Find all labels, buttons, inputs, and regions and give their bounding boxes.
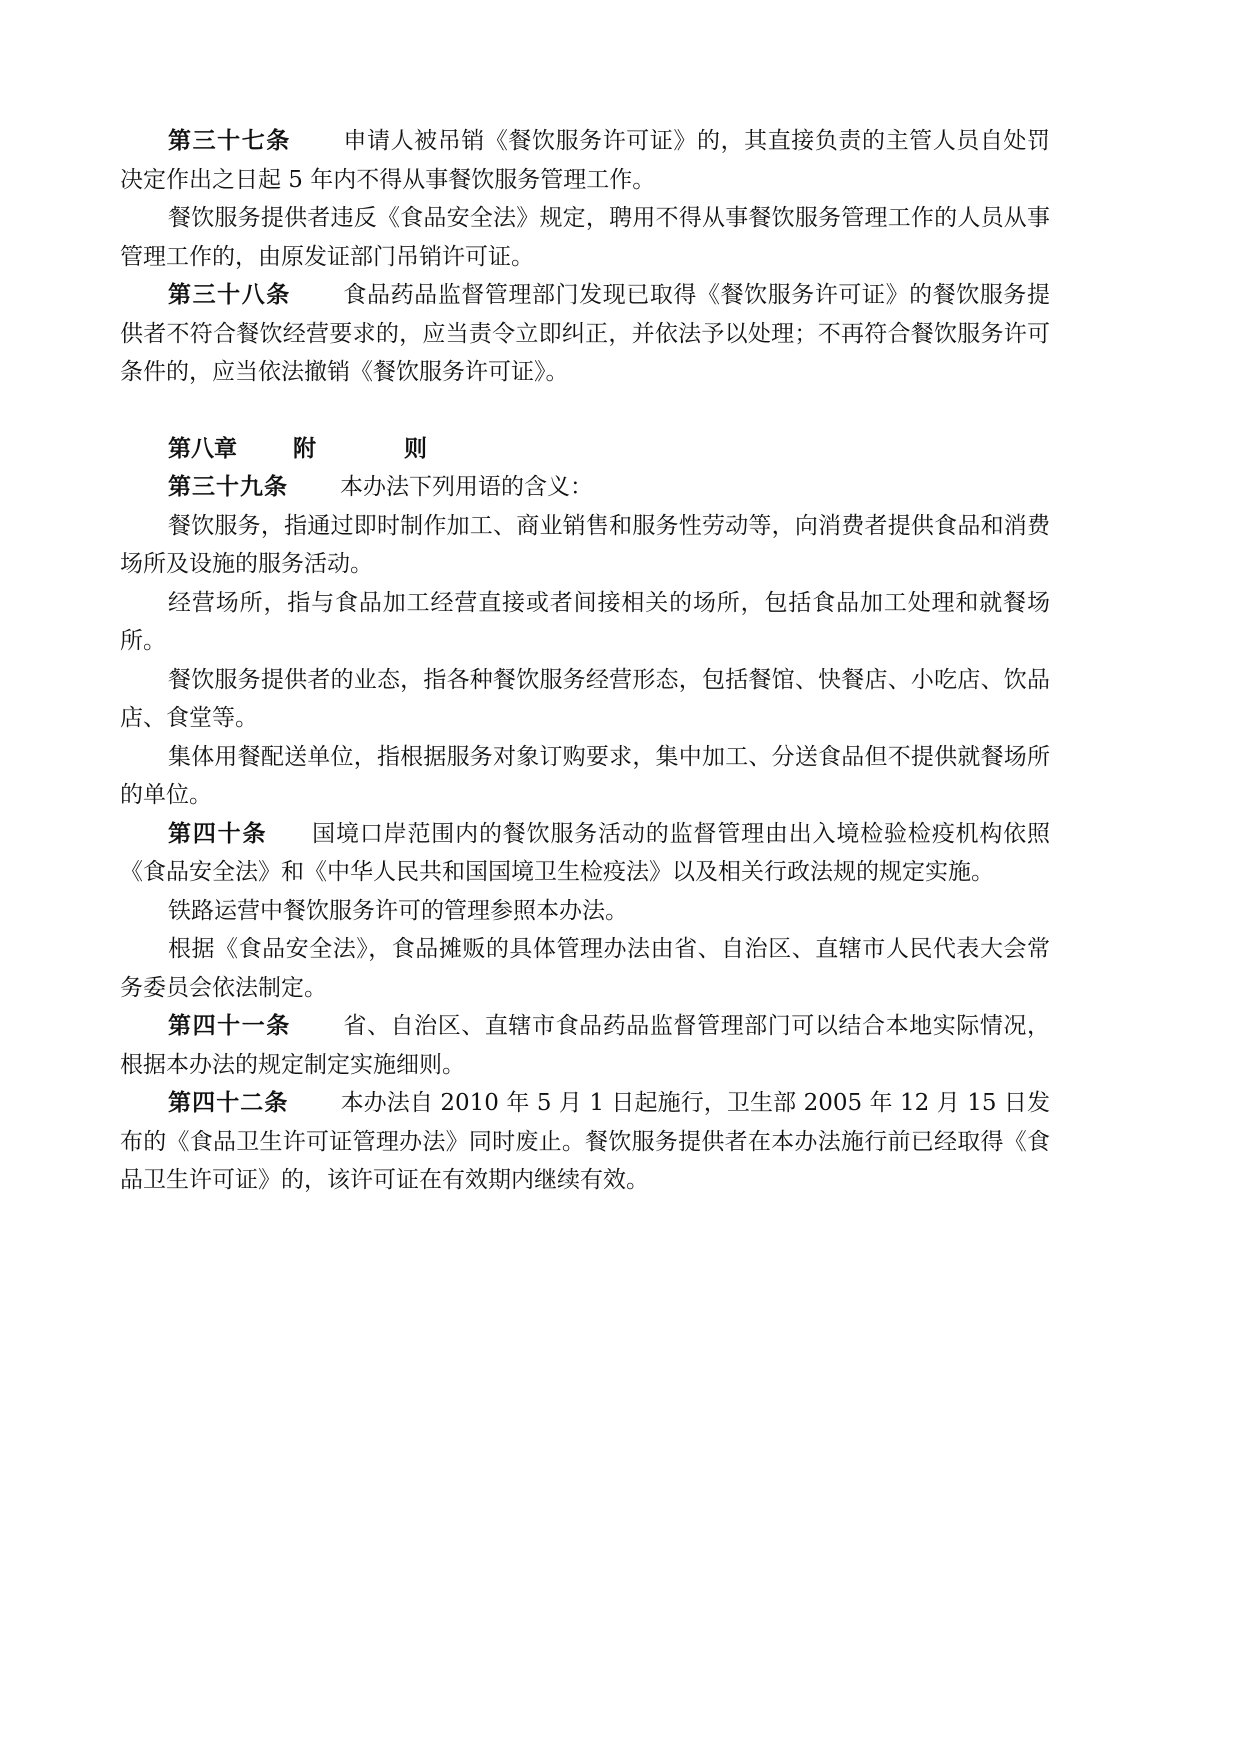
article-40-paragraph-3: 根据《食品安全法》，食品摊贩的具体管理办法由省、自治区、直辖市人民代表大会常务委员会依法制定。	[120, 936, 1050, 1001]
article-text: 省、自治区、直辖市食品药品监督管理部门可以结合本地实际情况，根据本办法的规定制定实施细则。	[120, 1013, 1051, 1078]
article-39-paragraph-3: 经营场所，指与食品加工经营直接或者间接相关的场所，包括食品加工处理和就餐场所。	[120, 589, 1050, 654]
chapter-label: 第八章	[168, 435, 237, 462]
article-39-paragraph-2: 餐饮服务，指通过即时制作加工、商业销售和服务性劳动等，向消费者提供食品和消费场所及设施的服务活动。	[120, 512, 1050, 577]
article-40-paragraph-2: 铁路运营中餐饮服务许可的管理参照本办法。	[168, 897, 628, 924]
article-39-paragraph-5: 集体用餐配送单位，指根据服务对象订购要求，集中加工、分送食品但不提供就餐场所的单位。	[120, 743, 1050, 808]
document-body	[120, 122, 1050, 1200]
article-text: 食品药品监督管理部门发现已取得《餐饮服务许可证》的餐饮服务提供者不符合餐饮经营要求的，应当责令立即纠正，并依法予以处理；不再符合餐饮服务许可条件的，应当依法撤销《餐饮服务许可证》。	[120, 282, 1051, 385]
article-40	[120, 815, 1050, 892]
article-label: 第三十八条	[168, 282, 291, 308]
article-label: 第四十条	[168, 820, 268, 847]
chapter-heading	[120, 430, 1050, 469]
article-label: 第四十二条	[168, 1090, 289, 1116]
article-label: 第四十一条	[168, 1013, 291, 1039]
article-41	[120, 1007, 1050, 1084]
chapter-title-char-2: 则	[404, 435, 427, 462]
article-39	[120, 468, 1050, 507]
article-text: 本办法下列用语的含义：	[340, 474, 593, 500]
article-text: 国境口岸范围内的餐饮服务活动的监督管理由出入境检验检疫机构依照《食品安全法》和《中华人民共和国国境卫生检疫法》以及相关行政法规的规定实施。	[120, 820, 1051, 885]
article-text: 申请人被吊销《餐饮服务许可证》的，其直接负责的主管人员自处罚决定作出之日起 5 年内不得从事餐饮服务管理工作。	[120, 128, 1051, 193]
article-label: 第三十七条	[168, 128, 291, 154]
article-37-paragraph-2: 餐饮服务提供者违反《食品安全法》规定，聘用不得从事餐饮服务管理工作的人员从事管理工作的，由原发证部门吊销许可证。	[120, 205, 1050, 270]
article-label: 第三十九条	[168, 474, 288, 500]
article-text: 本办法自 2010 年 5 月 1 日起施行，卫生部 2005 年 12 月 15 日发布的《食品卫生许可证管理办法》同时废止。餐饮服务提供者在本办法施行前已经取得《食品卫生许可证》的，该许可证在有效期内继续有效。	[120, 1090, 1050, 1193]
chapter-title-char-1: 附	[293, 435, 316, 462]
article-42	[120, 1084, 1050, 1200]
article-38	[120, 276, 1050, 392]
article-39-paragraph-4: 餐饮服务提供者的业态，指各种餐饮服务经营形态，包括餐馆、快餐店、小吃店、饮品店、食堂等。	[120, 666, 1050, 731]
article-37	[120, 122, 1050, 199]
